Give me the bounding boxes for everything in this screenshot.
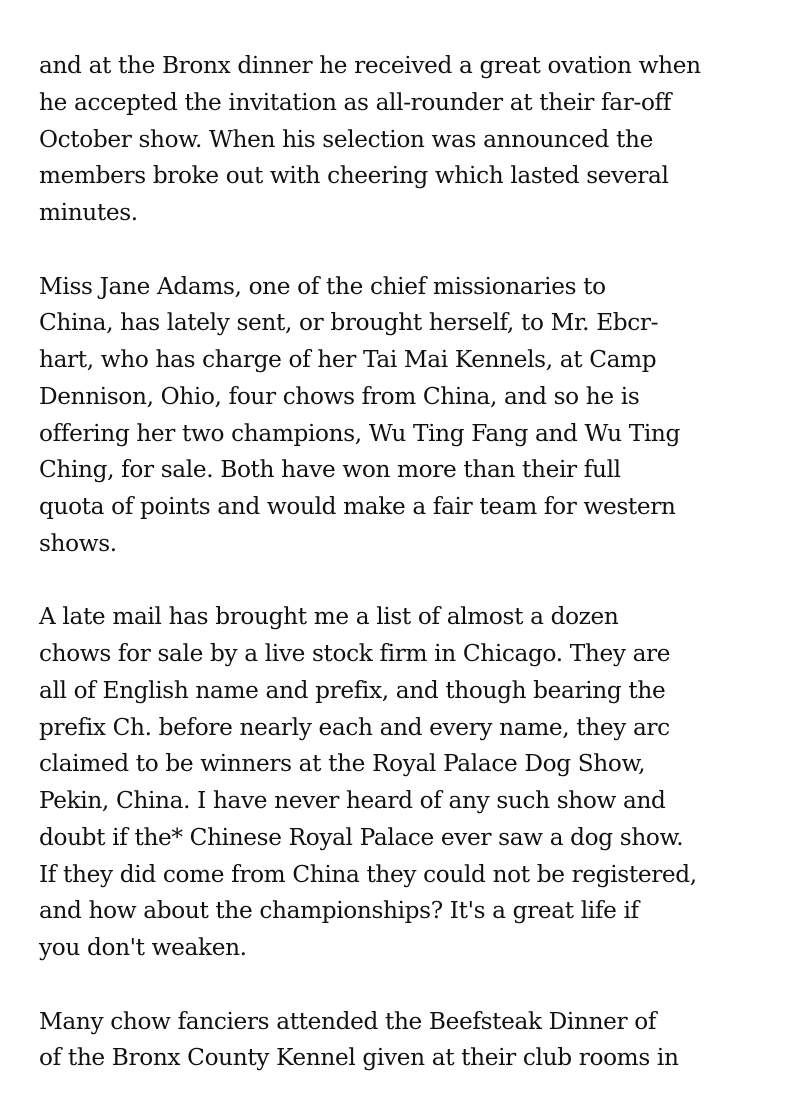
text-line: minutes.: [39, 199, 138, 226]
text-line: quota of points and would make a fair team for western: [39, 493, 676, 520]
text-line: claimed to be winners at the Royal Palace Dog Show,: [39, 750, 646, 778]
text-line: members broke out with cheering which lasted several: [39, 162, 669, 190]
paragraph-late-mail: [39, 599, 779, 967]
paragraph-jane-adams: [39, 269, 779, 563]
text-line: Dennison, Ohio, four chows from China, and so he is: [39, 382, 640, 410]
text-line: shows.: [39, 529, 117, 557]
text-line: and at the Bronx dinner he received a great ovation when: [39, 52, 701, 79]
text-line: October show. When his selection was announced the: [39, 125, 653, 153]
text-line: China, has lately sent, or brought herself, to Mr. Ebcr-: [39, 309, 659, 337]
document-page: [39, 48, 779, 1114]
text-line: hart, who has charge of her Tai Mai Kennels, at Camp: [39, 346, 657, 373]
text-line: Many chow fanciers attended the Beefsteak Dinner of: [39, 1007, 657, 1035]
text-line: Ching, for sale. Both have won more than their full: [39, 456, 621, 484]
paragraph-beefsteak-dinner: [39, 1004, 779, 1078]
text-line: chows for sale by a live stock firm in Chicago. They are: [39, 640, 671, 667]
text-line: If they did come from China they could not be registered,: [39, 860, 697, 888]
text-line: Pekin, China. I have never heard of any such show and: [39, 787, 666, 814]
text-line: doubt if the* Chinese Royal Palace ever saw a dog show.: [39, 823, 684, 851]
text-line: and how about the championships? It's a great life if: [39, 897, 639, 925]
text-line: you don't weaken.: [39, 934, 247, 961]
text-line: all of English name and prefix, and though bearing the: [39, 676, 666, 704]
text-line: of the Bronx County Kennel given at their club rooms in: [39, 1044, 679, 1072]
text-line: Miss Jane Adams, one of the chief missionaries to: [39, 272, 606, 300]
text-line: A late mail has brought me a list of almost a dozen: [39, 603, 619, 631]
text-line: he accepted the invitation as all-rounder at their far-off: [39, 88, 672, 116]
text-line: prefix Ch. before nearly each and every name, they arc: [39, 713, 670, 741]
text-line: offering her two champions, Wu Ting Fang and Wu Ting: [39, 419, 680, 447]
paragraph-bronx-dinner: [39, 48, 779, 232]
